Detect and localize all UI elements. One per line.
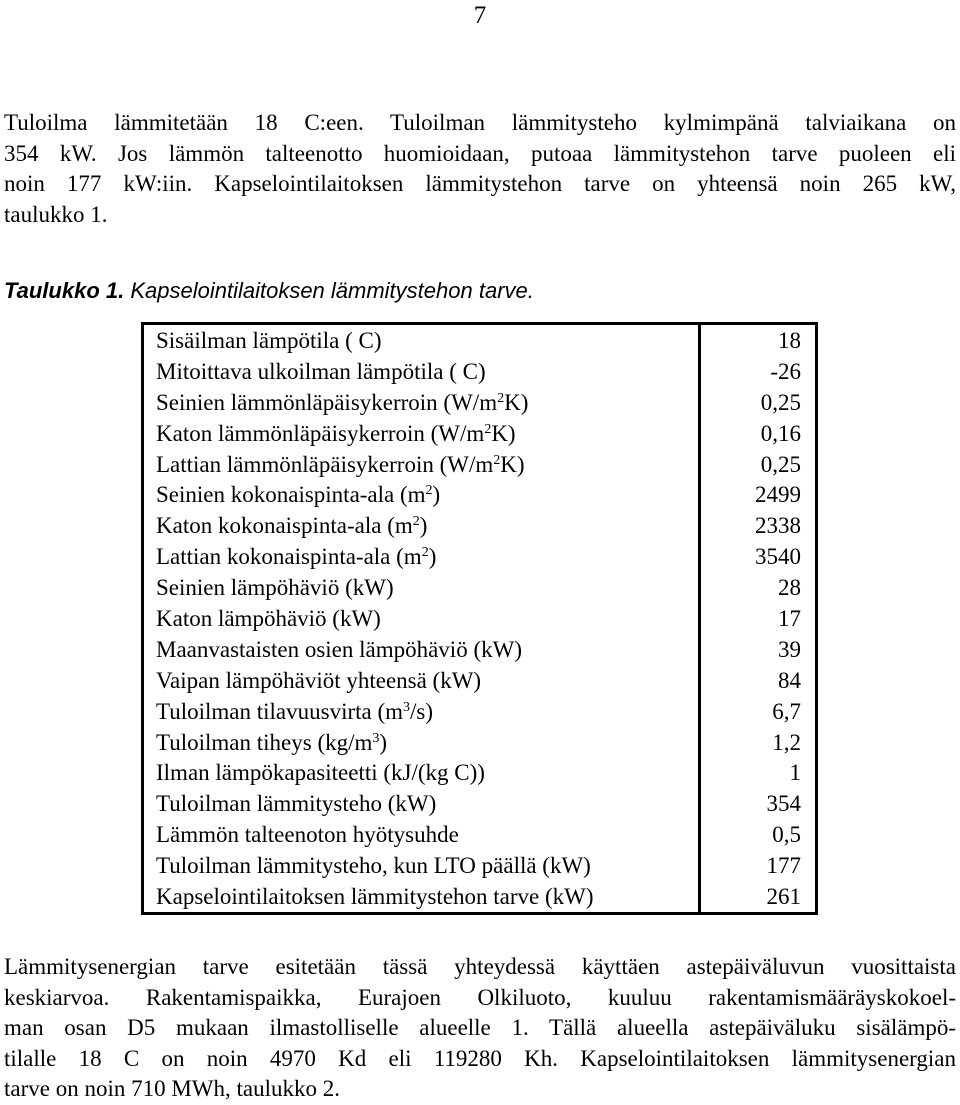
table-row: [143, 541, 817, 572]
row-label: [143, 819, 700, 850]
outro-line: tarve on noin 710 MWh, taulukko 2.: [4, 1076, 341, 1101]
row-label-text: Ilman lämpökapasiteetti (kJ/(kg C)): [156, 760, 485, 786]
row-label: [143, 758, 700, 789]
outro-paragraph: [4, 952, 956, 1105]
row-label: [143, 418, 700, 449]
row-label-superscript: 2: [497, 390, 505, 406]
row-label-text: Vaipan lämpöhäviöt yhteensä (kW): [156, 667, 482, 693]
table-row: [143, 418, 817, 449]
table-caption-title: Kapselointilaitoksen lämmitystehon tarve.: [124, 278, 534, 303]
row-label: [143, 541, 700, 572]
table-row: [143, 696, 817, 727]
row-value: 0,16: [760, 420, 801, 446]
row-label: [143, 603, 700, 634]
table-row: [143, 665, 817, 696]
table-row: [143, 324, 817, 356]
row-value: 1: [789, 760, 801, 786]
row-label-suffix: K): [500, 451, 525, 477]
row-label-text: Katon lämpöhäviö (kW): [156, 605, 381, 631]
row-label: [143, 356, 700, 387]
table-row: [143, 634, 817, 665]
outro-line: Lämmitysenergian tarve esitetään tässä yhteydessä käyttäen astepäiväluvun vuosittaista: [4, 954, 956, 979]
table-row: [143, 479, 817, 510]
row-label-text: Tuloilman tiheys (kg/m: [156, 729, 373, 755]
row-label-text: Kapselointilaitoksen lämmitystehon tarve (kW): [156, 884, 594, 910]
table-row: [143, 727, 817, 758]
row-value: 0,5: [772, 822, 801, 848]
row-label-superscript: 2: [484, 421, 492, 437]
table-caption-label: Taulukko 1.: [4, 278, 125, 303]
row-value: 39: [778, 636, 801, 662]
row-value: 0,25: [760, 389, 801, 415]
row-label-text: Lattian lämmönläpäisykerroin (W/m: [156, 451, 494, 477]
table-row: [143, 819, 817, 850]
row-label-superscript: 3: [403, 699, 411, 715]
table-row: [143, 881, 817, 913]
row-label-superscript: 2: [425, 483, 433, 499]
row-value: 84: [778, 667, 801, 693]
row-label: [143, 324, 700, 356]
row-label: [143, 696, 700, 727]
row-label: [143, 788, 700, 819]
table-row: [143, 788, 817, 819]
row-label-suffix: ): [428, 544, 437, 570]
row-value: 261: [766, 884, 801, 910]
row-value: 0,25: [760, 451, 801, 477]
row-value: 2499: [755, 482, 801, 508]
row-label: [143, 665, 700, 696]
row-label: [143, 387, 700, 418]
outro-line: man osan D5 mukaan ilmastolliselle alueelle 1. Tällä alueella astepäiväluku sisälämpö-: [4, 1015, 956, 1040]
intro-paragraph: [4, 108, 956, 230]
heating-power-table: [141, 322, 818, 915]
row-label-text: Seinien lämmönläpäisykerroin (W/m: [156, 389, 498, 415]
table-caption: [4, 278, 534, 304]
table-body: [143, 324, 817, 914]
row-value: 2338: [755, 513, 801, 539]
row-label: [143, 727, 700, 758]
page-number: 7: [473, 2, 487, 29]
row-label-text: Tuloilman lämmitysteho, kun LTO päällä (kW): [156, 853, 591, 879]
row-value: 1,2: [772, 729, 801, 755]
table-row: [143, 572, 817, 603]
table-row: [143, 356, 817, 387]
table-row: [143, 449, 817, 480]
row-value: 177: [766, 853, 801, 879]
intro-line: 354 kW. Jos lämmön talteenotto huomioidaan, putoaa lämmitystehon tarve puoleen eli: [4, 140, 956, 166]
row-label-suffix: K): [504, 389, 529, 415]
row-label-suffix: ): [432, 482, 441, 508]
row-label: [143, 881, 700, 913]
row-label-text: Sisäilman lämpötila ( C): [156, 327, 382, 353]
row-label-text: Mitoittava ulkoilman lämpötila ( C): [156, 358, 486, 384]
row-value: 3540: [755, 544, 801, 570]
row-label: [143, 850, 700, 881]
intro-line: Tuloilma lämmitetään 18 C:een. Tuloilman lämmitysteho kylmimpänä talviaikana on: [4, 110, 956, 135]
outro-line: keskiarvoa. Rakentamispaikka, Eurajoen Olkiluoto, kuuluu rakentamismääräyskokoel-: [4, 984, 956, 1010]
row-value: -26: [770, 358, 801, 384]
row-label-text: Tuloilman lämmitysteho (kW): [156, 791, 437, 817]
table-row: [143, 603, 817, 634]
row-label-text: Lattian kokonaispinta-ala (m: [156, 544, 422, 570]
row-value: 354: [766, 791, 801, 817]
table-row: [143, 850, 817, 881]
outro-line: tilalle 18 C on noin 4970 Kd eli 119280 Kh. Kapselointilaitoksen lämmitysenergian: [4, 1045, 956, 1071]
row-value: 17: [778, 605, 801, 631]
row-label-suffix: ): [419, 513, 428, 539]
row-label: [143, 634, 700, 665]
row-label: [143, 479, 700, 510]
row-label: [143, 572, 700, 603]
row-value: 18: [778, 327, 801, 353]
row-label-text: Seinien kokonaispinta-ala (m: [156, 482, 426, 508]
table-row: [143, 510, 817, 541]
row-label-superscript: 2: [493, 452, 501, 468]
row-label: [143, 449, 700, 480]
row-label-text: Seinien lämpöhäviö (kW): [156, 575, 394, 601]
row-label-superscript: 2: [412, 514, 420, 530]
row-label-text: Tuloilman tilavuusvirta (m: [156, 698, 404, 724]
row-label: [143, 510, 700, 541]
row-label-suffix: ): [379, 729, 388, 755]
row-label-superscript: 3: [372, 730, 380, 746]
row-value: 6,7: [772, 698, 801, 724]
table-row: [143, 387, 817, 418]
row-label-text: Lämmön talteenoton hyötysuhde: [156, 822, 459, 848]
table-row: [143, 758, 817, 789]
row-label-superscript: 2: [421, 545, 429, 561]
intro-line: noin 177 kW:iin. Kapselointilaitoksen lämmitystehon tarve on yhteensä noin 265 kW,: [4, 171, 956, 196]
row-label-suffix: /s): [410, 698, 434, 724]
row-label-suffix: K): [491, 420, 516, 446]
row-label-text: Katon lämmönläpäisykerroin (W/m: [156, 420, 485, 446]
intro-line: taulukko 1.: [4, 201, 108, 227]
row-label-text: Katon kokonaispinta-ala (m: [156, 513, 413, 539]
row-value: 28: [778, 575, 801, 601]
row-label-text: Maanvastaisten osien lämpöhäviö (kW): [156, 636, 522, 662]
